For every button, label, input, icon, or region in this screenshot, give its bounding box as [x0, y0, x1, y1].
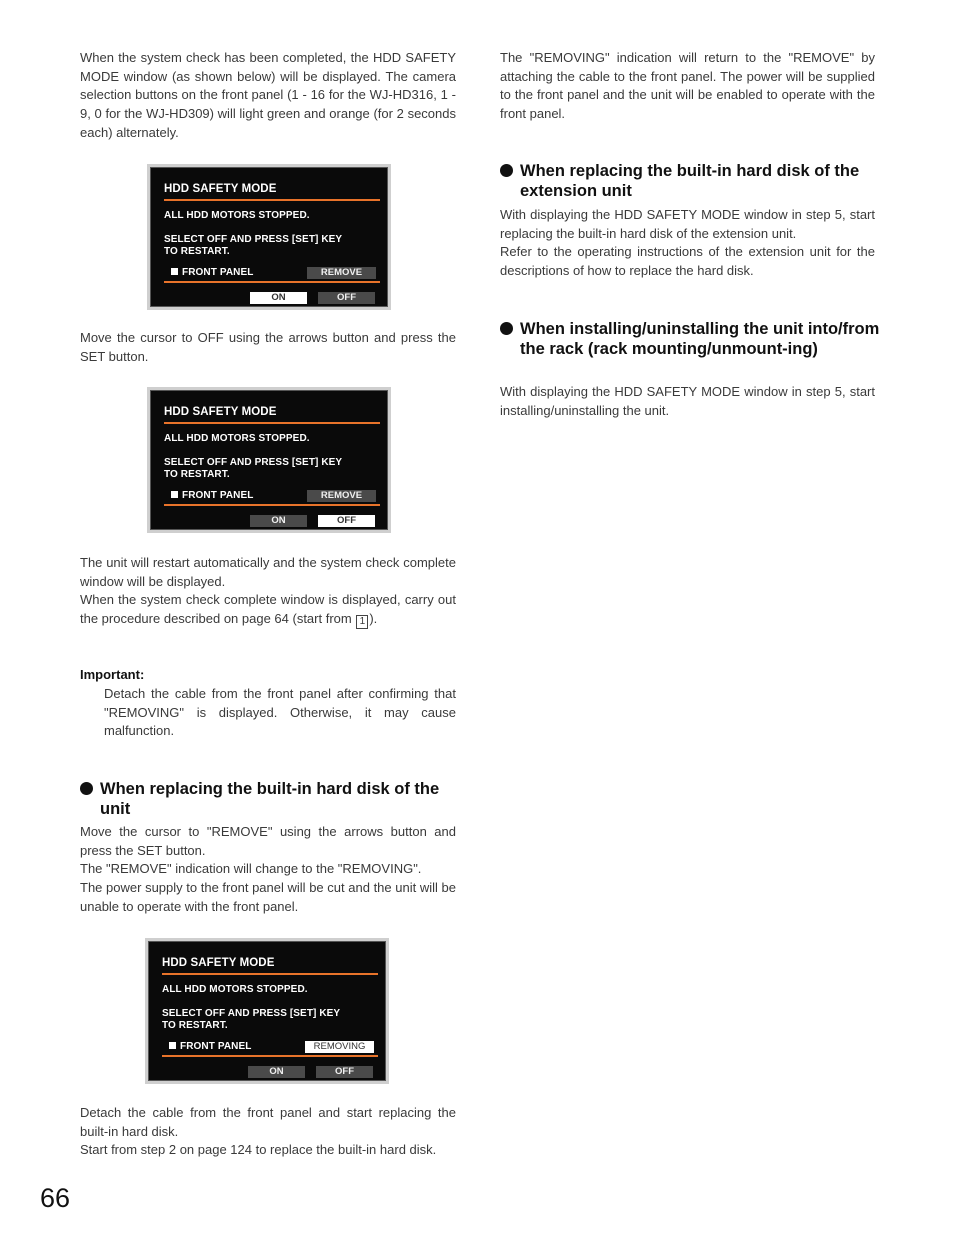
square-icon	[171, 268, 178, 275]
screen-divider	[162, 973, 378, 975]
heading-replace-extension-disk: When replacing the built-in hard disk of the extension unit	[500, 161, 875, 201]
screen-instruction-line: SELECT OFF AND PRESS [SET] KEY	[162, 1008, 341, 1019]
front-panel-label: FRONT PANEL	[169, 1041, 251, 1053]
screen-instruction-line: TO RESTART.	[164, 469, 230, 480]
screen-title: HDD SAFETY MODE	[164, 406, 277, 418]
remove-button[interactable]: REMOVE	[307, 267, 376, 279]
front-panel-label: FRONT PANEL	[171, 267, 253, 279]
bullet-icon	[500, 322, 513, 335]
screen-divider	[164, 199, 380, 201]
screen-instruction-line: SELECT OFF AND PRESS [SET] KEY	[164, 457, 343, 468]
important-label: Important:	[80, 667, 145, 682]
intro-paragraph: When the system check has been completed, the HDD SAFETY MODE window (as shown below) will be displayed. The camera selection buttons on the front panel (1 - 16 for the WJ-HD316, 1 - 9, 0 for the WJ-HD309) will light green and orange (for 2 seconds each) alternately.	[80, 50, 456, 140]
screen-instruction-line: SELECT OFF AND PRESS [SET] KEY	[164, 234, 343, 245]
detach-paragraph: Detach the cable from the front panel and start replacing the built-in hard disk. Start from step 2 on page 124 to replace the built-in hard disk.	[80, 1105, 456, 1158]
bullet-icon	[80, 782, 93, 795]
on-button[interactable]: ON	[250, 292, 307, 304]
extension-paragraph: With displaying the HDD SAFETY MODE window in step 5, start replacing the built-in hard disk of the extension unit. Refer to the operating instructions of the extension unit for the descriptions of how to replace the hard disk.	[500, 207, 875, 279]
screen-status-line: ALL HDD MOTORS STOPPED.	[162, 984, 308, 995]
replace-unit-paragraph: Move the cursor to "REMOVE" using the arrows button and press the SET button. The "REMOVE" indication will change to the "REMOVING". The power supply to the front panel will be cut and the unit will be unable to operate with the front panel.	[80, 824, 456, 914]
heading-replace-unit-disk: When replacing the built-in hard disk of the unit	[80, 779, 456, 819]
removing-button[interactable]: REMOVING	[305, 1041, 374, 1053]
screen-divider	[164, 504, 380, 506]
screen-divider	[164, 422, 380, 424]
heading-rack-mounting: When installing/uninstalling the unit into/from the rack (rack mounting/unmount-ing)	[500, 319, 880, 359]
screen-title: HDD SAFETY MODE	[162, 957, 275, 969]
restart-paragraph: The unit will restart automatically and the system check complete window will be displayed. When the system check complete window is displayed, carry out the procedure described on page 64 (start from 1 ).	[80, 555, 456, 628]
square-icon	[171, 491, 178, 498]
rack-paragraph: With displaying the HDD SAFETY MODE window in step 5, start installing/uninstalling the unit.	[500, 384, 875, 418]
screen-instruction-line: TO RESTART.	[162, 1020, 228, 1031]
screen-title: HDD SAFETY MODE	[164, 183, 277, 195]
remove-button[interactable]: REMOVE	[307, 490, 376, 502]
screen-status-line: ALL HDD MOTORS STOPPED.	[164, 433, 310, 444]
hdd-safety-screen-3	[145, 938, 389, 1084]
move-cursor-paragraph: Move the cursor to OFF using the arrows button and press the SET button.	[80, 330, 456, 364]
screen-instruction-line: TO RESTART.	[164, 246, 230, 257]
on-button[interactable]: ON	[248, 1066, 305, 1078]
front-panel-label: FRONT PANEL	[171, 490, 253, 502]
square-icon	[169, 1042, 176, 1049]
hdd-safety-screen-1	[147, 164, 391, 310]
removing-return-paragraph: The "REMOVING" indication will return to the "REMOVE" by attaching the cable to the front panel. The power will be supplied to the front panel and the unit will be enabled to operate with the front panel.	[500, 50, 875, 122]
off-button[interactable]: OFF	[318, 292, 375, 304]
screen-divider	[162, 1055, 378, 1057]
hdd-safety-screen-2	[147, 387, 391, 533]
bullet-icon	[500, 164, 513, 177]
step-number-box: 1	[356, 615, 368, 629]
screen-divider	[164, 281, 380, 283]
off-button[interactable]: OFF	[318, 515, 375, 527]
important-text: Detach the cable from the front panel after confirming that "REMOVING" is displayed. Otherwise, it may cause malfunction.	[104, 686, 456, 739]
on-button[interactable]: ON	[250, 515, 307, 527]
page-number: 66	[40, 1183, 71, 1213]
off-button[interactable]: OFF	[316, 1066, 373, 1078]
screen-status-line: ALL HDD MOTORS STOPPED.	[164, 210, 310, 221]
